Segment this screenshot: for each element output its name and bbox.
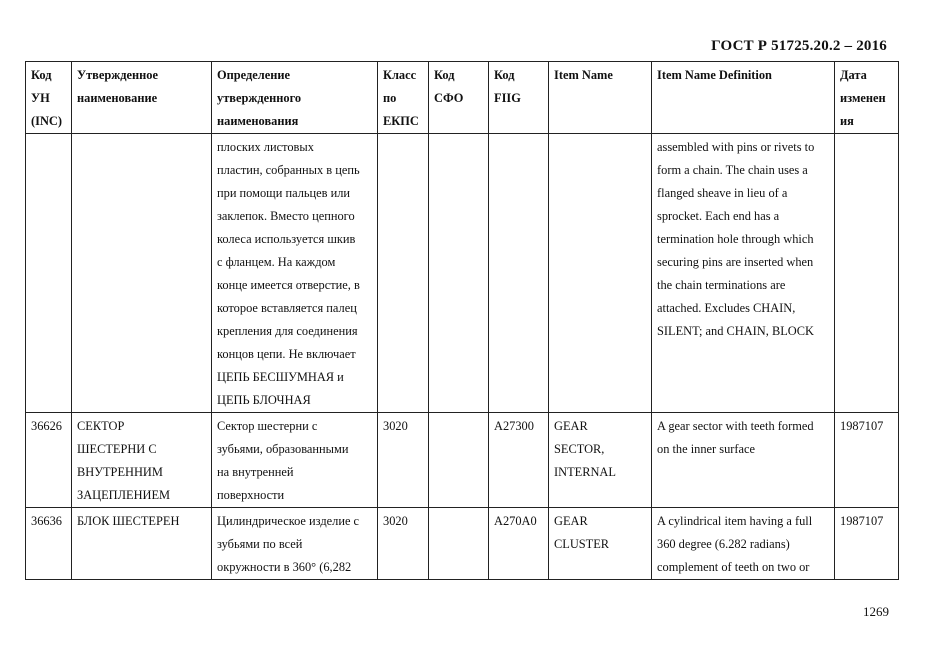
header-text-line: СФО [434,91,464,105]
cell-text: 3020 [383,514,408,528]
cell-text-line: БЛОК ШЕСТЕРЕН [77,514,180,528]
header-text-line: Код [494,68,515,82]
cell-text-line: на внутренней [217,465,294,479]
cell-text-line: конце имеется отверстие, в [217,278,360,292]
header-text-line: по [383,91,397,105]
cell-text-line: поверхности [217,488,285,502]
cell-approved-name [72,134,212,413]
table-row [26,508,899,580]
header-text-line: Item Name [554,68,613,82]
cell-sfo [429,413,489,508]
cell-approved-name [72,413,212,508]
cell-text: 1987107 [840,514,884,528]
header-text-line: Код [31,68,52,82]
header-text-line: ия [840,114,854,128]
cell-text-line: крепления для соединения [217,324,358,338]
cell-date [835,413,899,508]
cell-text-line: с фланцем. На каждом [217,255,336,269]
cell-text-line: flanged sheave in lieu of a [657,186,788,200]
page-number: 1269 [863,604,889,619]
header-text-line: FIIG [494,91,521,105]
header-text-line: Код [434,68,455,82]
header-change-date [835,62,899,134]
cell-text-line: СЕКТОР [77,419,125,433]
cell-text-line: заклепок. Вместо цепного [217,209,355,223]
cell-text-line: assembled with pins or rivets to [657,140,815,154]
cell-definition-ru [212,413,378,508]
cell-text-line: CLUSTER [554,537,610,551]
cell-text-line: ЗАЦЕПЛЕНИЕМ [77,488,171,502]
cell-class [378,134,429,413]
cell-sfo [429,134,489,413]
cell-text: A270A0 [494,514,537,528]
cell-text-line: GEAR [554,514,588,528]
cell-text-line: INTERNAL [554,465,616,479]
cell-text-line: A gear sector with teeth formed [657,419,814,433]
cell-text-line: on the inner surface [657,442,756,456]
cell-fiig [489,508,549,580]
classification-table [25,61,899,580]
header-text-line: ЕКПС [383,114,419,128]
cell-text-line: ВНУТРЕННИМ [77,465,163,479]
cell-text-line: securing pins are inserted when [657,255,814,269]
cell-item-name [549,134,652,413]
header-text-line: УН [31,91,50,105]
cell-sfo [429,508,489,580]
cell-text: 1987107 [840,419,884,433]
cell-text-line: зубьями, образованными [217,442,349,456]
cell-fiig [489,134,549,413]
cell-text: 36626 [31,419,62,433]
cell-date [835,134,899,413]
header-text-line: наименование [77,91,158,105]
cell-definition-ru [212,508,378,580]
header-text-line: (INC) [31,114,62,128]
header-sfo-code [429,62,489,134]
cell-text-line: при помощи пальцев или [217,186,351,200]
cell-class [378,508,429,580]
cell-text-line: SECTOR, [554,442,605,456]
header-text-line: наименования [217,114,299,128]
cell-text-line: sprocket. Each end has a [657,209,780,223]
document-standard-title: ГОСТ Р 51725.20.2 – 2016 [711,38,887,54]
header-definition [212,62,378,134]
cell-inc [26,134,72,413]
cell-text-line: form a chain. The chain uses a [657,163,808,177]
cell-text-line: termination hole through which [657,232,814,246]
header-item-definition [652,62,835,134]
header-item-name [549,62,652,134]
cell-item-name [549,413,652,508]
header-text-line: Утвержденное [77,68,158,82]
header-inc [26,62,72,134]
cell-text-line: Цилиндрическое изделие с [217,514,360,528]
cell-inc [26,413,72,508]
table-row [26,413,899,508]
cell-text-line: зубьями по всей [217,537,303,551]
cell-text-line: которое вставляется палец [217,301,357,315]
cell-text-line: концов цепи. Не включает [217,347,356,361]
cell-text-line: пластин, собранных в цепь [217,163,360,177]
cell-text-line: Сектор шестерни с [217,419,318,433]
cell-text-line: GEAR [554,419,588,433]
cell-class [378,413,429,508]
header-text-line: утвержденного [217,91,302,105]
header-fiig-code [489,62,549,134]
cell-text-line: A cylindrical item having a full [657,514,813,528]
table-row [26,134,899,413]
cell-text: 3020 [383,419,408,433]
header-approved-name [72,62,212,134]
header-text-line: Item Name Definition [657,68,772,82]
header-text-line: Дата [840,68,867,82]
cell-definition-en [652,508,835,580]
header-text-line: Класс [383,68,417,82]
cell-text-line: ЦЕПЬ БЕСШУМНАЯ и [217,370,344,384]
cell-text-line: 360 degree (6.282 radians) [657,537,790,551]
cell-text-line: the chain terminations are [657,278,786,292]
cell-text-line: колеса используется шкив [217,232,356,246]
cell-text-line: ЦЕПЬ БЛОЧНАЯ [217,393,311,407]
cell-definition-en [652,413,835,508]
cell-text-line: SILENT; and CHAIN, BLOCK [657,324,814,338]
header-class [378,62,429,134]
cell-definition-ru [212,134,378,413]
cell-text-line: плоских листовых [217,140,314,154]
cell-text-line: окружности в 360° (6,282 [217,560,352,574]
cell-text-line: attached. Excludes CHAIN, [657,301,796,315]
header-text-line: изменен [840,91,886,105]
cell-text-line: ШЕСТЕРНИ С [77,442,157,456]
cell-inc [26,508,72,580]
cell-item-name [549,508,652,580]
table-header-row [26,62,899,134]
cell-text: 36636 [31,514,62,528]
cell-definition-en [652,134,835,413]
header-text-line: Определение [217,68,291,82]
cell-date [835,508,899,580]
cell-fiig [489,413,549,508]
cell-text-line: complement of teeth on two or [657,560,810,574]
cell-text: A27300 [494,419,534,433]
cell-approved-name [72,508,212,580]
